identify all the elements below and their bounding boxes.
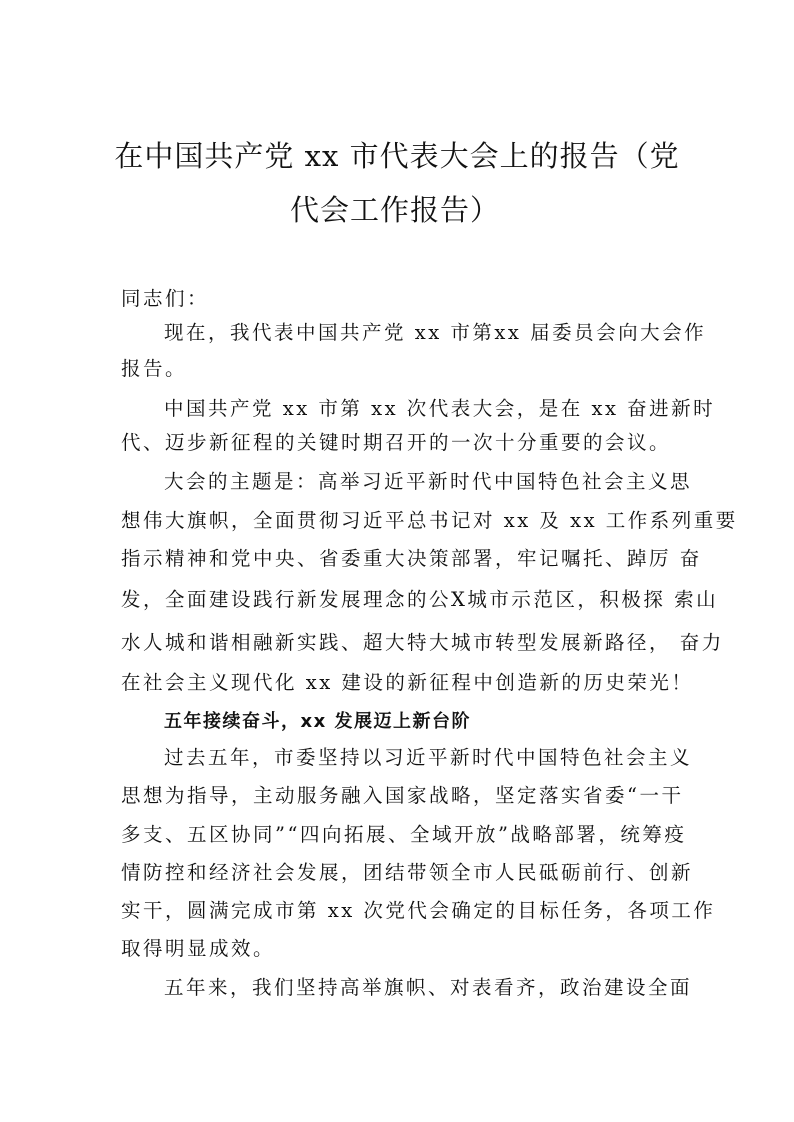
- body-text-line: 情防控和经济社会发展，团结带领全市人民砥砺前行、创新: [121, 861, 694, 884]
- body-text-line: 过去五年，市委坚持以习近平新时代中国特色社会主义: [164, 746, 693, 769]
- body-text-line: 在社会主义现代化 xx 建设的新征程中创造新的历史荣光！: [121, 671, 694, 694]
- body-text-line: 现在，我代表中国共产党 xx 市第xx 届委员会向大会作: [164, 321, 707, 344]
- body-text-line: 报告。: [121, 357, 188, 380]
- body-text-line: 想伟大旗帜，全面贯彻习近平总书记对 xx 及 xx 工作系列重要: [121, 509, 738, 532]
- body-text-line: 中国共产党 xx 市第 xx 次代表大会，是在 xx 奋进新时: [164, 397, 716, 420]
- body-text-line: 取得明显成效。: [121, 937, 276, 960]
- body-text-line: 实干，圆满完成市第 xx 次党代会确定的目标任务，各项工作: [121, 899, 716, 922]
- salutation: 同志们：: [121, 287, 210, 310]
- section-heading: 五年接续奋斗，xx 发展迈上新台阶: [164, 711, 471, 732]
- document-title-line-1: 在中国共产党 xx 市代表大会上的报告（党: [114, 139, 680, 173]
- body-text-line: 代、迈步新征程的关键时期召开的一次十分重要的会议。: [121, 431, 672, 454]
- body-text-line: 大会的主题是：高举习近平新时代中国特色社会主义思: [164, 470, 693, 493]
- body-text-line: 水人城和谐相融新实践、超大特大城市转型发展新路径， 奋力: [121, 631, 724, 654]
- body-text-line: 多支、五区协同”“四向拓展、全域开放”战略部署，统筹疫: [121, 823, 687, 846]
- document-title-line-2: 代会工作报告）: [289, 193, 500, 227]
- body-text-line: 发，全面建设践行新发展理念的公X城市示范区，积极探 索山: [121, 588, 719, 611]
- body-text-line: 指示精神和党中央、省委重大决策部署，牢记嘱托、踔厉 奋: [121, 547, 702, 570]
- body-text-line: 五年来，我们坚持高举旗帜、对表看齐，政治建设全面: [164, 976, 693, 999]
- body-text-line: 思想为指导，主动服务融入国家战略，坚定落实省委“一干: [121, 784, 684, 807]
